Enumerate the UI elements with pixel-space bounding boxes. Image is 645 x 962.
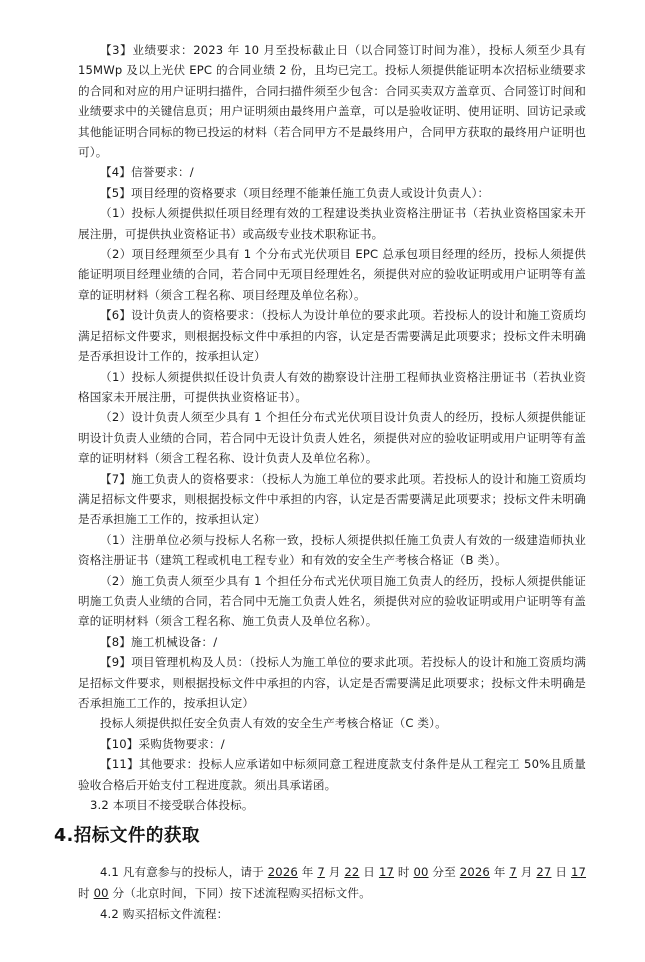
end-day: 27 [536,865,552,879]
construction-lead-requirement: 【7】施工负责人的资格要求：（投标人为施工单位的要求此项。若投标人的设计和施工资质均满足招标文件要求，则根据投标文件中承担的内容，认定是否需要满足此项要求；投标文件未明确是否承担施工工作的，按承担认定） [78,471,586,527]
machinery-requirement: 【8】施工机械设备：/ [100,634,218,649]
start-month: 7 [317,865,325,879]
day-unit: 日 [359,865,379,879]
year-unit: 年 [297,865,318,879]
month-unit: 月 [324,865,345,879]
project-manager-item-1: （1）投标人须提供拟任项目经理有效的工程建设类执业资格注册证书（若执业资格国家未开展注册，可提供执业资格证书）或高级专业技术职称证书。 [78,206,586,241]
year-unit: 年 [489,865,510,879]
start-year: 2026 [267,865,298,879]
purchase-process-title: 4.2 购买招标文件流程： [100,907,229,921]
start-day: 22 [344,865,360,879]
end-hour: 17 [570,865,587,879]
day-unit: 日 [551,865,571,879]
construction-lead-item-1: （1）注册单位必须与投标人名称一致，投标人须提供拟任施工负责人有效的一级建造师执业资格注册证书（建筑工程或机电工程专业）和有效的安全生产考核合格证（B 类）。 [78,532,586,568]
end-month: 7 [509,865,517,879]
start-hour: 17 [378,865,394,879]
consortium-note: 3.2 本项目不接受联合体投标。 [90,798,254,813]
design-lead-item-1: （1）投标人须提供拟任设计负责人有效的勘察设计注册工程师执业资格注册证书（若执业资格国家未开展注册，可提供执业资格证书）。 [78,369,586,404]
tender-acquisition-section [78,862,586,925]
performance-requirement: 【3】业绩要求：2023 年 10 月至投标截止日（以合同签订时间为准），投标人须至少具有 15MWp 及以上光伏 EPC 的合同业绩 2 份，且均已完工。投标人须提供能证明本次招标业绩要求的合同和对应的用户证明扫描件，合同扫描件须至少包含：合同买卖双方盖章页、合同签订时间和业绩要求中的关键信息页；用户证明须由最终用户盖章，可以是验收证明、使用证明、回访记录或其他能证明合同标的物已投运的材料（若合同甲方不是最终用户，合同甲方获取的最终用户证明也可）。 [78,43,586,160]
design-lead-item-2: （2）设计负责人须至少具有 1 个担任分布式光伏项目设计负责人的经历，投标人须提供能证明设计负责人业绩的合同，若合同中无设计负责人姓名，须提供对应的验收证明或用户证明等有盖章的证明材料（须含工程名称、设计负责人及单位名称）。 [78,410,586,466]
hour-unit: 时 [78,886,94,900]
project-manager-requirement: 【5】项目经理的资格要求（项目经理不能兼任施工负责人或设计负责人）： [100,185,490,200]
other-requirement: 【11】其他要求：投标人应承诺如中标须同意工程进度款支付条件是从工程完工 50%且质量验收合格后开始支付工程进度款。须出具承诺函。 [78,757,586,792]
management-staff-requirement: 【9】项目管理机构及人员：（投标人为施工单位的要求此项。若投标人的设计和施工资质均满足招标文件要求，则根据投标文件中承担的内容，认定是否需要满足此项要求；投标文件未明确是否承担施工工作的，按承担认定） [78,655,586,710]
reputation-requirement: 【4】信誉要求：/ [100,165,194,180]
section-heading: 4.招标文件的获取 [54,826,200,846]
end-minute: 00 [93,886,109,900]
requirements-section [78,40,586,815]
project-manager-item-2: （2）项目经理须至少具有 1 个分布式光伏项目 EPC 总承包项目经理的经历，投标人须提供能证明项目经理业绩的合同，若合同中无项目经理姓名，须提供对应的验收证明或用户证明等有盖章的证明材料（须含工程名称、项目经理及单位名称）。 [78,247,586,302]
construction-lead-item-2: （2）施工负责人须至少具有 1 个担任分布式光伏项目施工负责人的经历，投标人须提供能证明施工负责人业绩的合同，若合同中无施工负责人姓名，须提供对应的验收证明或用户证明等有盖章的证明材料（须含工程名称、施工负责人及单位名称）。 [78,573,586,629]
purchase-period [78,862,586,904]
purchase-period-tail: 分（北京时间，下同）按下述流程购买招标文件。 [108,886,371,900]
end-year: 2026 [459,865,490,879]
month-unit: 月 [516,865,537,879]
to-text: 分至 [428,865,460,879]
purchase-period-lead: 4.1 凡有意参与的投标人，请于 [100,865,268,879]
safety-lead-requirement: 投标人须提供拟任安全负责人有效的安全生产考核合格证（C 类）。 [100,716,447,731]
start-minute: 00 [413,865,429,879]
hour-unit: 时 [394,865,414,879]
goods-requirement: 【10】采购货物要求：/ [100,736,225,751]
design-lead-requirement: 【6】设计负责人的资格要求：（投标人为设计单位的要求此项。若投标人的设计和施工资质均满足招标文件要求，则根据投标文件中承担的内容，认定是否需要满足此项要求；投标文件未明确是否承担设计工作的，按承担认定） [78,308,586,364]
